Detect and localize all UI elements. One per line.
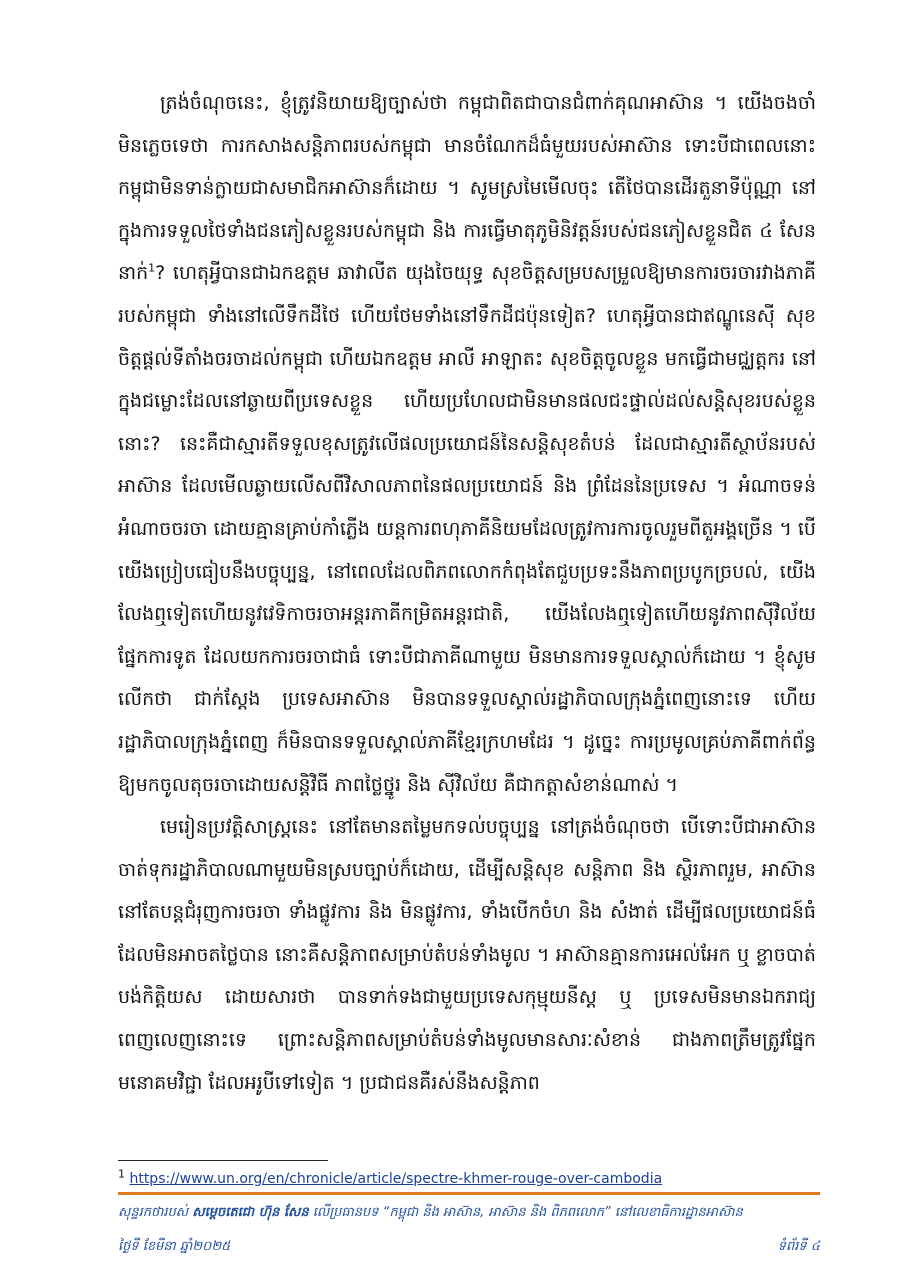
paragraph-2: មេរៀនប្រវត្តិសាស្ត្រនេះ នៅតែមានតម្លៃមកទល់បច្ចុប្បន្ន នៅត្រង់ចំណុចថា បើទោះបីជាអាស៊ាន ចាត់ទុករដ្ឋាភិបាលណាមួយមិនស្របច្បាប់ក៏ដោយ, ដើម្បីសន្តិសុខ សន្តិភាព និង ស្ថិរភាពរួម, អាស៊ាន នៅតែបន្តជំរុញការចរចា ទាំងផ្លូវការ និង មិនផ្លូវការ, ទាំងបើកចំហ និង សំងាត់ ដើម្បីផលប្រយោជន៍ធំដែលមិនអាចតថ្លៃបាន នោះគឺសន្តិភាពសម្រាប់តំបន់ទាំងមូល ។ អាស៊ានគ្មានការអេល់អែក ឬ ខ្លាចបាត់បង់កិត្តិយស ដោយសារថា បានទាក់ទងជាមួយប្រទេសកុម្មុយនីស្ត ឬ ប្រទេសមិនមានឯករាជ្យពេញលេញនោះទេ ព្រោះសន្តិភាពសម្រាប់តំបន់ទាំងមូលមានសារៈសំខាន់ ជាងភាពត្រឹមត្រូវផ្នែកមនោគមវិជ្ជា ដែលអរូបីទៅទៀត ។ ប្រជាជនគឺរស់នឹងសន្តិភាព: [118, 816, 816, 1094]
footer-divider: [118, 1192, 820, 1195]
footnote-link[interactable]: https://www.un.org/en/chronicle/article/spectre-khmer-rouge-over-cambodia: [129, 1171, 663, 1187]
footnote-separator: [118, 1160, 328, 1161]
body-text: [118, 82, 816, 1104]
footer-speaker-name: សម្តេចតេជោ ហ៊ុន សែន: [192, 1205, 309, 1220]
footer-title-prefix: សុន្ទរកថារបស់: [118, 1205, 193, 1220]
footer-speech-title: [118, 1204, 820, 1223]
paragraph-1: [118, 82, 816, 806]
footnote: [118, 1167, 818, 1188]
footer-date: ថ្ងៃទី ខែមីនា ឆ្នាំ២០២៥: [118, 1239, 231, 1254]
paragraph-1-part-a: ត្រង់ចំណុចនេះ, ខ្ញុំត្រូវនិយាយឱ្យច្បាស់ថា កម្ពុជាពិតជាបានជំពាក់គុណអាស៊ាន ។ យើងចងចាំមិនភ្លេចទេថា ការកសាងសន្តិភាពរបស់កម្ពុជា មានចំណែកដ៏ធំមួយរបស់អាស៊ាន ទោះបីជាពេលនោះកម្ពុជាមិនទាន់ក្លាយជាសមាជិកអាស៊ានក៏ដោយ ។ សូមស្រមៃមើលចុះ តើថៃបានដើរតួនាទីប៉ុណ្ណា នៅក្នុងការទទួលថៃទាំងជនភៀសខ្លួនរបស់កម្ពុជា និង ការធ្វើមាតុភូមិនិវត្តន៍របស់ជនភៀសខ្លួនជិត ៤ សែននាក់: [118, 92, 816, 285]
footnote-reference[interactable]: 1: [148, 262, 156, 276]
footer-title-suffix: លើប្រធានបទ “កម្ពុជា និង អាស៊ាន, អាស៊ាន និង ពិភពលោក” នៅលេខាធិការដ្ឋានអាស៊ាន: [308, 1205, 743, 1220]
footnote-number: 1: [118, 1167, 125, 1181]
page-number: ទំព័រទី ៤: [777, 1239, 820, 1254]
paragraph-1-part-b: ? ហេតុអ្វីបានជាឯកឧត្តម ឆាវាលីត យុងចៃយុទ្ធ សុខចិត្តសម្របសម្រួលឱ្យមានការចរចារវាងភាគីរបស់កម្ពុជា ទាំងនៅលើទឹកដីថៃ ហើយថែមទាំងនៅទឹកដីជប៉ុនទៀត? ហេតុអ្វីបានជាឥណ្ឌូនេស៊ី សុខចិត្តផ្តល់ទីតាំងចរចាដល់កម្ពុជា ហើយឯកឧត្តម អាលី អាឡាតះ សុខចិត្តចូលខ្លួន មកធ្វើជាមជ្ឈត្តករ នៅក្នុងជម្លោះដែលនៅឆ្ងាយពីប្រទេសខ្លួន ហើយប្រហែលជាមិនមានផលជះផ្ទាល់ដល់សន្តិសុខរបស់ខ្លួននោះ? នេះគឺជាស្មារតីទទួលខុសត្រូវលើផលប្រយោជន៍នៃសន្តិសុខតំបន់ ដែលជាស្មារតីស្ថាប័នរបស់អាស៊ាន ដែលមើលឆ្ងាយលើសពីវិសាលភាពនៃផលប្រយោជន៍ និង ព្រំដែននៃប្រទេស ។ អំណាចទន់ អំណាចចរចា ដោយគ្មានគ្រាប់កាំភ្លើង យន្តការពហុភាគីនិយមដែលត្រូវការការចូលរួមពីតួអង្គច្រើន ។ បើយើងប្រៀបធៀបនឹងបច្ចុប្បន្ន, នៅពេលដែលពិភពលោកកំពុងតែជួបប្រទះនឹងភាពប្របូកច្របល់, យើងលែងឮទៀតហើយនូវវេទិកាចរចាអន្តរភាគីកម្រិតអន្តរជាតិ, យើងលែងឮទៀតហើយនូវភាពស៊ីវិល័យផ្នែកការទូត ដែលយកការចរចាជាធំ ទោះបីជាភាគីណាមួយ មិនមានការទទួលស្គាល់ក៏ដោយ ។ ខ្ញុំសូមលើកថា ជាក់ស្តែង ប្រទេសអាស៊ាន មិនបានទទួលស្គាល់រដ្ឋាភិបាលក្រុងភ្នំពេញនោះទេ ហើយរដ្ឋាភិបាលក្រុងភ្នំពេញ ក៏មិនបានទទួលស្គាល់ភាគីខ្មែរក្រហមដែរ ។ ដូច្នេះ ការប្រមូលគ្រប់ភាគីពាក់ព័ន្ធឱ្យមកចូលតុចរចាដោយសន្តិវិធី ភាពថ្លៃថ្នូរ និង ស៊ីវិល័យ គឺជាកត្តាសំខាន់ណាស់ ។: [118, 262, 816, 796]
footer-meta: [118, 1238, 820, 1257]
